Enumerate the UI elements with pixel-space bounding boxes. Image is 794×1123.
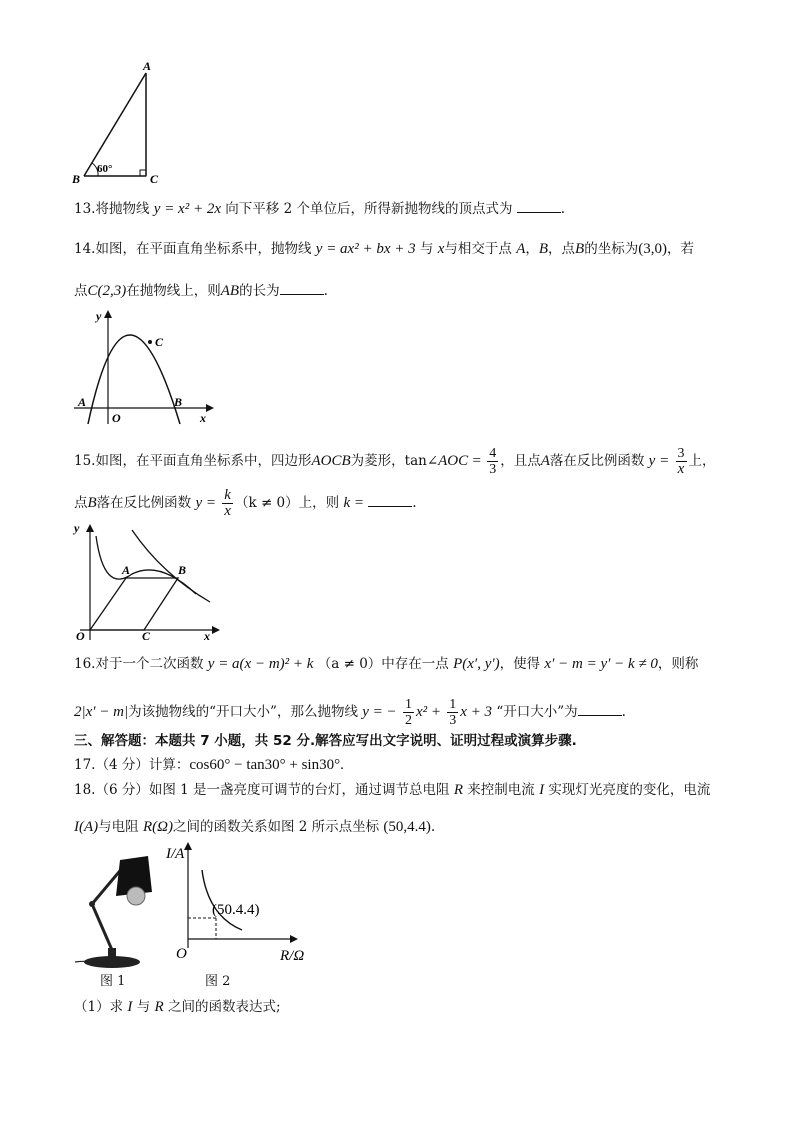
q18-resistance-unit: R(Ω) [142, 819, 173, 835]
q14-text-mid: 与 [419, 241, 434, 257]
q18-end-text: 实现灯光亮度的变化，电流 [548, 782, 711, 798]
q16-ineq: x′ − m = y′ − k ≠ 0 [544, 656, 658, 672]
question-16-line-2 [74, 697, 626, 728]
q15-eq: = [472, 453, 481, 469]
rhombus-figure [70, 514, 220, 644]
question-13 [74, 198, 565, 219]
q17-text: 17.（4 分）计算： [74, 757, 190, 773]
q16-cond: （a ≠ 0） [317, 656, 382, 672]
q16-frac2 [447, 697, 458, 728]
q16-l1-end: ，则称 [657, 656, 699, 672]
q16-y: y = − [362, 704, 397, 720]
q15-f2-fraction [222, 488, 233, 519]
q18-text: 18.（6 分）如图 1 是一盏亮度可调节的台灯，通过调节总电阻 [74, 782, 450, 798]
q15-tan-fraction [487, 446, 498, 477]
q18-current-unit: I(A) [74, 819, 99, 835]
q15-text: 15.如图，在平面直角坐标系中，四边形 [74, 453, 312, 469]
current-resistance-graph [168, 836, 318, 966]
q13-end: . [560, 201, 566, 217]
figure-2-caption: 图 2 [205, 974, 231, 989]
q15-f1-den: x [677, 461, 685, 477]
q15-aoc: AOC [438, 453, 469, 469]
question-16-line-1 [74, 654, 698, 674]
q16-mid2: ，使得 [499, 656, 541, 672]
parabola-x-label: x [200, 411, 206, 425]
q18-end: . [430, 819, 436, 835]
q18-i: I [539, 782, 545, 798]
q14-text-mid4: 的坐标为 [584, 241, 639, 257]
parabola-label-c: C [155, 335, 164, 349]
q18-1-i: I [127, 999, 133, 1015]
figure-1-caption: 图 1 [100, 974, 126, 989]
q18-1-r: R [154, 999, 164, 1015]
q16-mid: 中存在一点 [381, 656, 449, 672]
q15-l1-end: 上， [688, 453, 716, 469]
q14-text-mid2: 与相交于点 [444, 241, 512, 257]
q18-l2-mid: 与电阻 [98, 819, 139, 835]
rhombus-y-label: y [74, 521, 80, 535]
q14-l2-mid: 在抛物线上，则 [126, 283, 221, 299]
q15-tan-num: 4 [489, 446, 497, 461]
parabola-label-a: A [78, 395, 87, 409]
triangle-figure [70, 55, 170, 190]
q14-text-mid3: ，点 [548, 241, 576, 257]
q13-equation: y = x² + 2x [153, 201, 221, 217]
question-18-part-1 [74, 997, 281, 1017]
q13-text-post: 向下平移 2 个单位后，所得新抛物线的顶点式为 [225, 201, 513, 217]
q15-y: y = [648, 453, 670, 469]
question-15-line-1 [74, 446, 716, 477]
q15-end: . [412, 495, 417, 511]
q14-point-a: A [516, 241, 526, 257]
q15-mid2: ，且点 [500, 453, 541, 469]
triangle-label-c: C [150, 172, 159, 186]
q14-l2-post: 的长为 [239, 283, 280, 299]
question-18-line-2 [74, 817, 435, 837]
q15-aocb: AOCB [311, 453, 351, 469]
q16-text: 16.对于一个二次函数 [74, 656, 204, 672]
q18-l2-post: 之间的函数关系如图 2 所示点坐标 [172, 819, 380, 835]
q14-l2-text: 点 [74, 283, 88, 299]
rhombus-origin-label: O [76, 629, 85, 643]
q14-b-coord: (3,0) [638, 241, 667, 257]
q16-l2-post: “开口大小”为 [496, 704, 578, 720]
graph-x-label: R/Ω [280, 948, 305, 964]
q16-frac1-den: 2 [404, 713, 412, 728]
section-3-heading: 三、解答题：本题共 7 小题，共 52 分.解答应写出文字说明、证明过程或演算步骤. [74, 733, 577, 749]
q18-mid: 来控制电流 [467, 782, 535, 798]
q15-l2-pre: 点 [74, 495, 88, 511]
q16-equation: y = a(x − m)² + k [207, 656, 314, 672]
q15-point-a: A [540, 453, 550, 469]
parabola-figure [70, 306, 220, 428]
q14-x: x [437, 241, 445, 257]
graph-point-label: (50.4.4) [212, 902, 260, 918]
q14-point-b-2: B [575, 241, 585, 257]
parabola-y-label: y [96, 309, 102, 323]
q15-f1-fraction [676, 446, 687, 477]
q15-answer-blank[interactable] [368, 492, 412, 507]
q14-comma: ， [525, 241, 539, 257]
q18-r: R [453, 782, 463, 798]
q14-text: 14.如图，在平面直角坐标系中，抛物线 [74, 241, 312, 257]
q16-frac1-num: 1 [404, 697, 412, 712]
q15-y2: y = [195, 495, 216, 511]
q18-point: (50,4.4) [383, 819, 431, 835]
q16-x2: x² + [415, 704, 441, 720]
q18-1-mid: 与 [136, 999, 151, 1015]
q15-cond: （k ≠ 0）上，则 [234, 495, 340, 511]
q14-end: . [323, 283, 328, 299]
rhombus-x-label: x [204, 629, 210, 643]
q14-equation: y = ax² + bx + 3 [315, 241, 416, 257]
q16-l2-mid: 为该抛物线的“开口大小”，那么抛物线 [128, 704, 358, 720]
question-18-line-1 [74, 780, 710, 800]
q17-expr: cos60° − tan30° + sin30°. [189, 757, 344, 773]
q16-frac1 [403, 697, 414, 728]
q16-answer-blank[interactable] [578, 701, 622, 716]
question-14-line-1 [74, 239, 694, 259]
rhombus-label-a: A [122, 563, 131, 577]
q14-point-b: B [538, 241, 549, 257]
q15-f2-num: k [224, 487, 231, 503]
parabola-origin-label: O [112, 411, 121, 425]
triangle-angle-label: 60° [97, 163, 113, 175]
q15-f1-num: 3 [677, 446, 685, 461]
triangle-label-b: B [72, 172, 81, 186]
q18-1-pre: （1）求 [74, 999, 124, 1015]
q15-l2-mid: 落在反比例函数 [96, 495, 192, 511]
q16-rest: x + 3 [460, 704, 493, 720]
q14-answer-blank[interactable] [280, 280, 324, 295]
q15-f2-den: x [224, 503, 231, 519]
rhombus-label-c: C [142, 629, 151, 643]
question-17 [74, 755, 344, 775]
q14-point-c: C(2,3) [87, 283, 127, 299]
q14-text-end: ，若 [666, 241, 694, 257]
q16-end: . [621, 704, 626, 720]
q13-answer-blank[interactable] [517, 198, 561, 213]
q13-text: 13.将抛物线 [74, 201, 150, 217]
triangle-label-a: A [143, 59, 152, 73]
q15-tan-den: 3 [489, 462, 497, 477]
q15-tan-text: 为菱形，tan∠ [350, 453, 439, 469]
question-14-line-2 [74, 280, 328, 301]
q15-point-b: B [87, 495, 97, 511]
q16-point-p: P(x′, y′) [453, 656, 500, 672]
q16-expr: 2|x′ − m| [74, 704, 129, 720]
q18-1-post: 之间的函数表达式; [167, 999, 281, 1015]
q16-frac2-den: 3 [449, 713, 457, 728]
graph-y-label: I/A [166, 846, 185, 862]
q16-frac2-num: 1 [449, 697, 457, 712]
graph-origin-label: O [176, 946, 187, 962]
q15-mid3: 落在反比例函数 [549, 453, 645, 469]
parabola-label-b: B [174, 395, 183, 409]
desk-lamp-figure [70, 852, 160, 972]
q14-ab: AB [220, 283, 240, 299]
q15-k: k = [343, 495, 364, 511]
rhombus-label-b: B [178, 563, 187, 577]
